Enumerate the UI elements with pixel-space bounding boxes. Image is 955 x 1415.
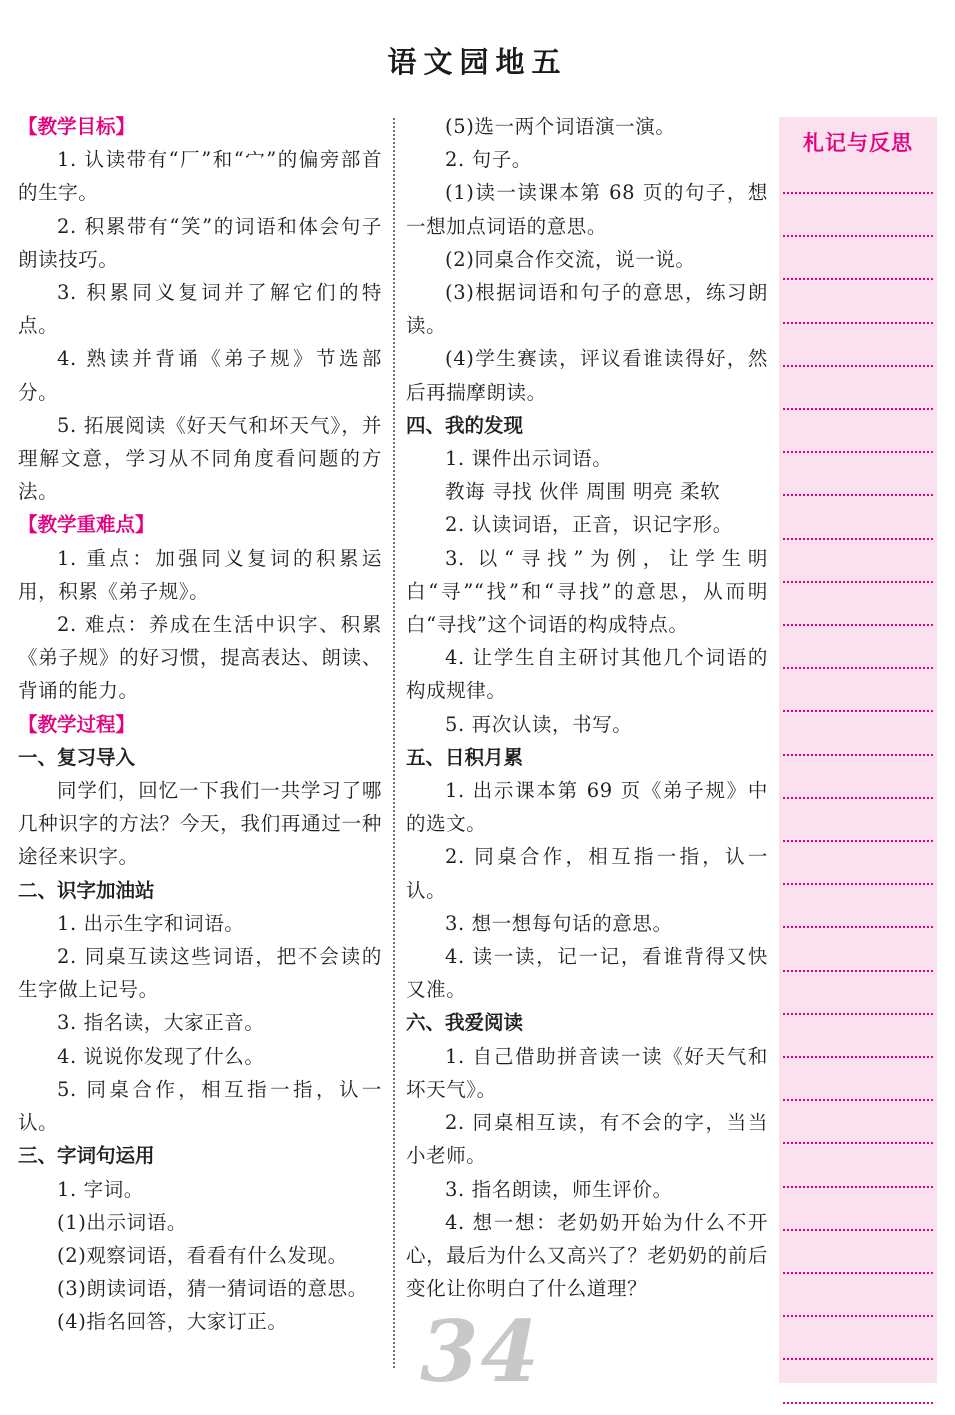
notes-rule-line [783, 451, 933, 453]
paragraph: (1)出示词语。 [57, 1210, 187, 1234]
page-title: 语文园地五 [387, 45, 568, 79]
notes-rule-line [783, 1315, 933, 1317]
notes-panel [779, 117, 937, 1383]
paragraph: (4)学生赛读，评议看谁读得好，然后再揣摩朗读。 [406, 347, 768, 404]
paragraph: 4. 读一读，记一记，看谁背得又快又准。 [406, 945, 768, 1002]
notes-rule-line [783, 322, 933, 324]
section-heading: 五、日积月累 [406, 745, 524, 769]
paragraph: 2. 认读词语，正音，识记字形。 [445, 513, 733, 537]
paragraph: (3)朗读词语，猜一猜词语的意思。 [57, 1277, 368, 1301]
notes-rule-line [783, 1358, 933, 1360]
paragraph: (2)同桌合作交流，说一说。 [445, 247, 696, 271]
paragraph: 同学们，回忆一下我们一共学习了哪几种识字的方法？今天，我们再通过一种途径来识字。 [18, 779, 382, 869]
paragraph: 4. 想一想：老奶奶开始为什么不开心，最后为什么又高兴了？老奶奶的前后变化让你明白了什么道理？ [406, 1210, 768, 1301]
notes-rule-line [783, 624, 933, 626]
paragraph: 1. 字词。 [57, 1177, 144, 1201]
paragraph: 5. 同桌合作，相互指一指，认一认。 [18, 1077, 382, 1135]
paragraph: 5. 再次认读，书写。 [445, 712, 633, 736]
notes-rule-line [783, 278, 933, 280]
paragraph: 2. 同桌互读这些词语，把不会读的生字做上记号。 [18, 945, 382, 1002]
paragraph: 2. 积累带有“笑”的词语和体会句子朗读技巧。 [18, 214, 382, 271]
section-tag: 【教学过程】 [18, 712, 136, 736]
notes-rule-line [783, 192, 933, 194]
notes-rule-line [783, 1272, 933, 1274]
section-heading: 六、我爱阅读 [406, 1011, 524, 1035]
paragraph: 1. 自己借助拼音读一读《好天气和坏天气》。 [406, 1044, 768, 1101]
paragraph: 4. 熟读并背诵《弟子规》节选部分。 [18, 347, 382, 404]
notes-rule-line [783, 1402, 933, 1404]
notes-rule-line [783, 538, 933, 540]
paragraph: 4. 说说你发现了什么。 [57, 1044, 265, 1068]
paragraph: 1. 认读带有“厂”和“宀”的偏旁部首的生字。 [18, 148, 382, 205]
notes-title: 札记与反思 [803, 131, 913, 155]
notes-rule-line [783, 1186, 933, 1188]
notes-rule-line [783, 797, 933, 799]
notes-rule-line [783, 667, 933, 669]
paragraph: 3. 指名读，大家正音。 [57, 1011, 265, 1035]
notes-rule-line [783, 1056, 933, 1058]
section-heading: 一、复习导入 [18, 745, 136, 769]
word-list: 教诲 寻找 伙伴 周围 明亮 柔软 [445, 480, 721, 504]
notes-rule-line [783, 754, 933, 756]
paragraph: (2)观察词语，看看有什么发现。 [57, 1243, 348, 1267]
paragraph: 1. 出示课本第 69 页《弟子规》中的选文。 [406, 779, 768, 836]
notes-rule-line [783, 1142, 933, 1144]
paragraph: 1. 出示生字和词语。 [57, 911, 245, 935]
paragraph: 1. 重点：加强同义复词的积累运用，积累《弟子规》。 [18, 546, 382, 603]
section-heading: 四、我的发现 [406, 413, 524, 437]
section-heading: 二、识字加油站 [18, 878, 155, 902]
notes-rule-line [783, 883, 933, 885]
middle-text-column [406, 110, 768, 1305]
section-heading: 三、字词句运用 [18, 1144, 155, 1168]
paragraph: 5. 拓展阅读《好天气和坏天气》，并理解文意，学习从不同角度看问题的方法。 [18, 413, 382, 504]
paragraph: 1. 课件出示词语。 [445, 447, 613, 471]
column-divider [393, 118, 395, 1368]
section-tag: 【教学目标】 [18, 115, 136, 138]
section-tag: 【教学重难点】 [18, 513, 155, 537]
page-number: 34 [420, 1302, 541, 1401]
paragraph: (3)根据词语和句子的意思，练习朗读。 [406, 281, 768, 338]
notes-rule-line [783, 581, 933, 583]
paragraph: 2. 同桌合作，相互指一指，认一认。 [406, 845, 768, 902]
notes-rule-line [783, 1013, 933, 1015]
paragraph: 3. 想一想每句话的意思。 [445, 911, 673, 935]
notes-rule-line [783, 494, 933, 496]
notes-rule-line [783, 710, 933, 712]
left-text-column [18, 110, 382, 1339]
paragraph: (5)选一两个词语演一演。 [445, 115, 676, 138]
paragraph: (4)指名回答，大家订正。 [57, 1310, 288, 1334]
notes-rule-line [783, 840, 933, 842]
paragraph: 4. 让学生自主研讨其他几个词语的构成规律。 [406, 646, 768, 703]
notes-rule-line [783, 926, 933, 928]
paragraph: (1)读一读课本第 68 页的句子，想一想加点词语的意思。 [406, 181, 768, 238]
notes-rule-line [783, 235, 933, 237]
paragraph: 3. 指名朗读，师生评价。 [445, 1177, 673, 1201]
notes-rule-line [783, 365, 933, 367]
notes-rule-line [783, 1229, 933, 1231]
paragraph: 3. 以“寻找”为例，让学生明白“寻”“找”和“寻找”的意思，从而明白“寻找”这个词语的构成特点。 [406, 546, 768, 637]
notes-rule-line [783, 970, 933, 972]
paragraph: 2. 同桌相互读，有不会的字，当当小老师。 [406, 1111, 768, 1168]
paragraph: 2. 难点：养成在生活中识字、积累《弟子规》的好习惯，提高表达、朗读、背诵的能力。 [18, 613, 382, 703]
notes-rule-line [783, 408, 933, 410]
notes-rule-line [783, 1099, 933, 1101]
paragraph: 2. 句子。 [445, 148, 532, 172]
paragraph: 3. 积累同义复词并了解它们的特点。 [18, 281, 382, 338]
